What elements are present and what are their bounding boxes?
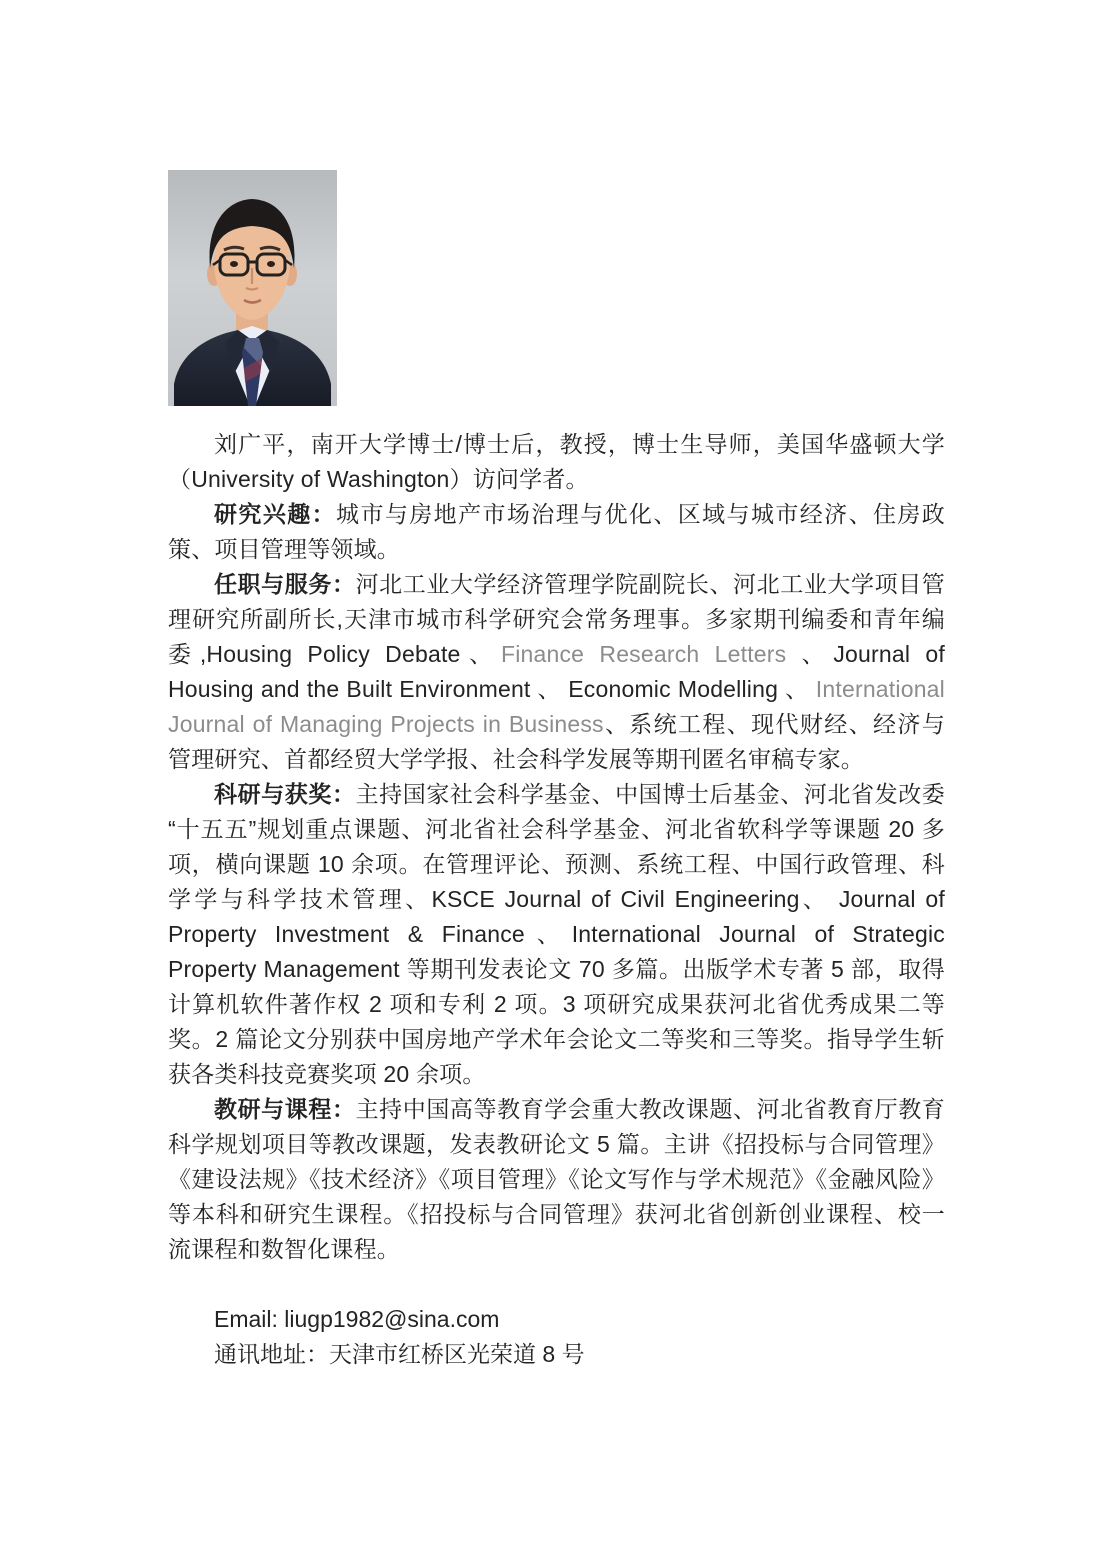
- bio-paragraph: [168, 1092, 945, 1267]
- bio-paragraph: [168, 497, 945, 567]
- text-run: 、系统工程、现代财经、经济与管理研究、首都经贸大学学报、社会科学发展等期刊匿名审稿专家。: [168, 711, 945, 772]
- text-run: Finance Research Letters: [500, 641, 802, 667]
- text-run: 河北工业大学经济管理学院副院长、河北工业大学项目管理研究所副所长,天津市城市科学研究会常务理事。多家期刊编委和青年编委,Housing Policy Debate、: [168, 571, 945, 667]
- text-run: 研究兴趣：: [214, 501, 337, 527]
- text-run: 、Journal of Housing and the Built Environment 、 Economic Modelling 、: [168, 641, 945, 702]
- text-run: 任职与服务：: [214, 571, 356, 597]
- contact-block: [168, 1302, 945, 1372]
- contact-line-address: 通讯地址：天津市红桥区光荣道 8 号: [214, 1341, 585, 1367]
- bio-paragraph: [168, 427, 945, 497]
- text-run: 主持国家社会科学基金、中国博士后基金、河北省发改委“十五五”规划重点课题、河北省社会科学基金、河北省软科学等课题 20 多项，横向课题 10 余项。在管理评论、预测、系统工程、中国行政管理、科学学与科学技术管理、KSCE Journal of Civil Engineering、 Journal of Property Investment & Finance、International Journal of Strategic Property Management 等期刊发表论文 70 多篇。出版学术专著 5 部，取得计算机软件著作权 2 项和专利 2 项。3 项研究成果获河北省优秀成果二等奖。2 篇论文分别获中国房地产学术年会论文二等奖和三等奖。指导学生斩获各类科技竞赛奖项 20 余项。: [168, 781, 945, 1087]
- text-run: 城市与房地产市场治理与优化、区域与城市经济、住房政策、项目管理等领域。: [168, 501, 946, 562]
- text-run: 教研与课程：: [214, 1096, 356, 1122]
- text-run: 刘广平，南开大学博士/博士后，教授，博士生导师，美国华盛顿大学（University of Washington）访问学者。: [168, 431, 945, 492]
- text-run: 科研与获奖：: [214, 781, 356, 807]
- bio-paragraph: [168, 777, 945, 1092]
- bio-paragraph: [168, 567, 945, 777]
- portrait-photo: [168, 170, 337, 406]
- bio-paragraphs: [168, 427, 945, 1267]
- text-run: International Journal of Managing Projects in Business: [168, 676, 945, 737]
- profile-content: [168, 170, 945, 1372]
- text-run: 主持中国高等教育学会重大教改课题、河北省教育厅教育科学规划项目等教改课题，发表教研论文 5 篇。主讲《招投标与合同管理》《建设法规》《技术经济》《项目管理》《论文写作与学术规范》《金融风险》等本科和研究生课程。《招投标与合同管理》获河北省创新创业课程、校一流课程和数智化课程。: [168, 1096, 945, 1262]
- contact-line-email: Email: liugp1982@sina.com: [214, 1306, 500, 1332]
- portrait-photo-graphic: [168, 170, 337, 406]
